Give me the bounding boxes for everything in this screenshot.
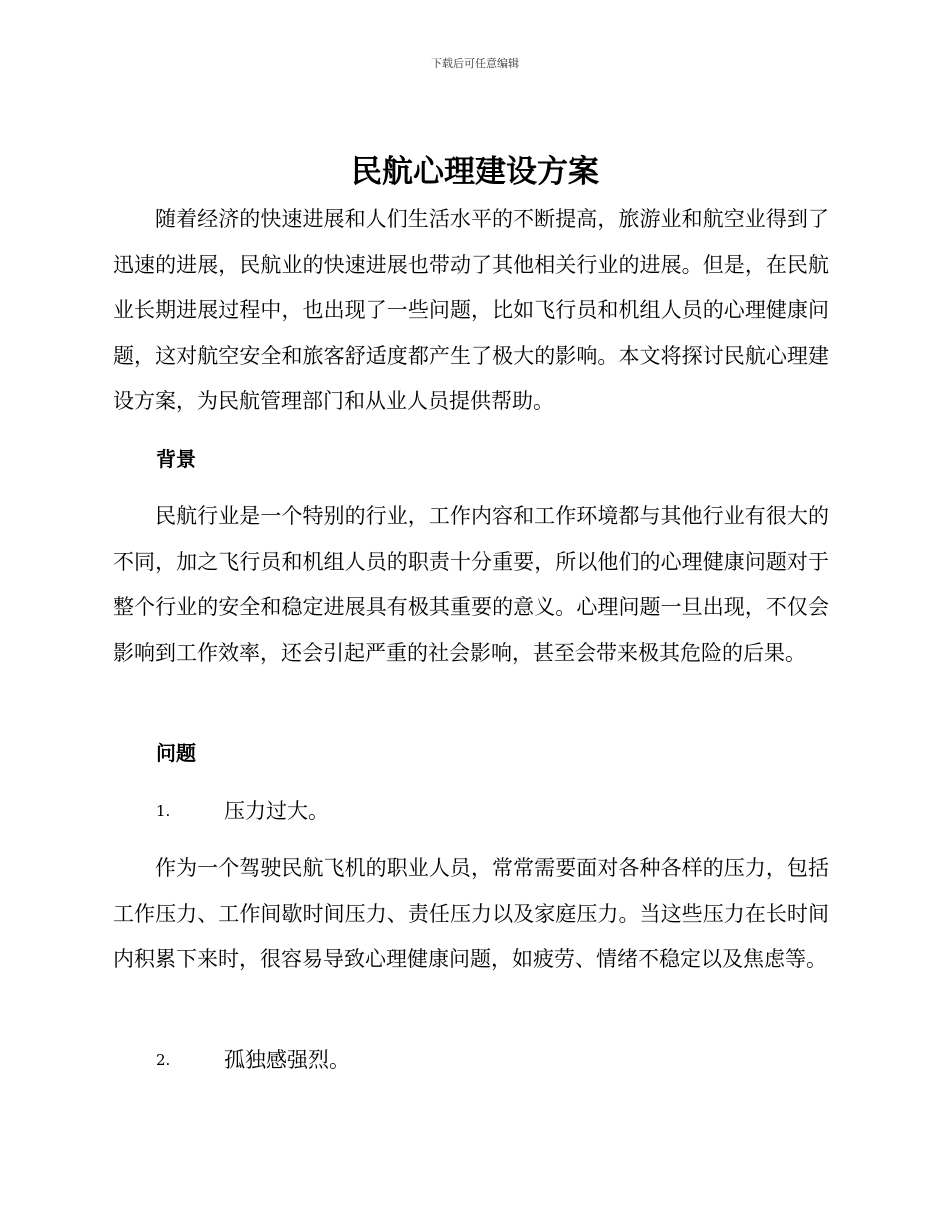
section-heading-problems: 问题 xyxy=(156,741,196,765)
intro-paragraph: 随着经济的快速进展和人们生活水平的不断提高，旅游业和航空业得到了迅速的进展，民航业的快速进展也带动了其他相关行业的进展。但是，在民航业长期进展过程中，也出现了一些问题，比如飞行员和机组人员的心理健康问题，这对航空安全和旅客舒适度都产生了极大的影响。本文将探讨民航心理建设方案，为民航管理部门和从业人员提供帮助。 xyxy=(113,207,829,413)
background-paragraph: 民航行业是一个特别的行业，工作内容和工作环境都与其他行业有很大的不同，加之飞行员和机组人员的职责十分重要，所以他们的心理健康问题对于整个行业的安全和稳定进展具有极其重要的意义。心理问题一旦出现，不仅会影响到工作效率，还会引起严重的社会影响，甚至会带来极其危险的后果。 xyxy=(113,504,829,665)
list-number: 2. xyxy=(156,1051,171,1069)
document-title: 民航心理建设方案 xyxy=(351,154,599,190)
page-header: 下载后可任意编辑 xyxy=(431,57,519,70)
pressure-paragraph: 作为一个驾驶民航飞机的职业人员，常常需要面对各种各样的压力，包括工作压力、工作间歇时间压力、责任压力以及家庭压力。当这些压力在长时间内积累下来时，很容易导致心理健康问题，如疲劳、情绪不稳定以及焦虑等。 xyxy=(113,856,829,971)
list-number: 1. xyxy=(156,802,171,820)
list-item-label: 孤独感强烈。 xyxy=(224,1048,350,1072)
list-item-label: 压力过大。 xyxy=(224,799,329,823)
section-heading-background: 背景 xyxy=(156,447,196,471)
